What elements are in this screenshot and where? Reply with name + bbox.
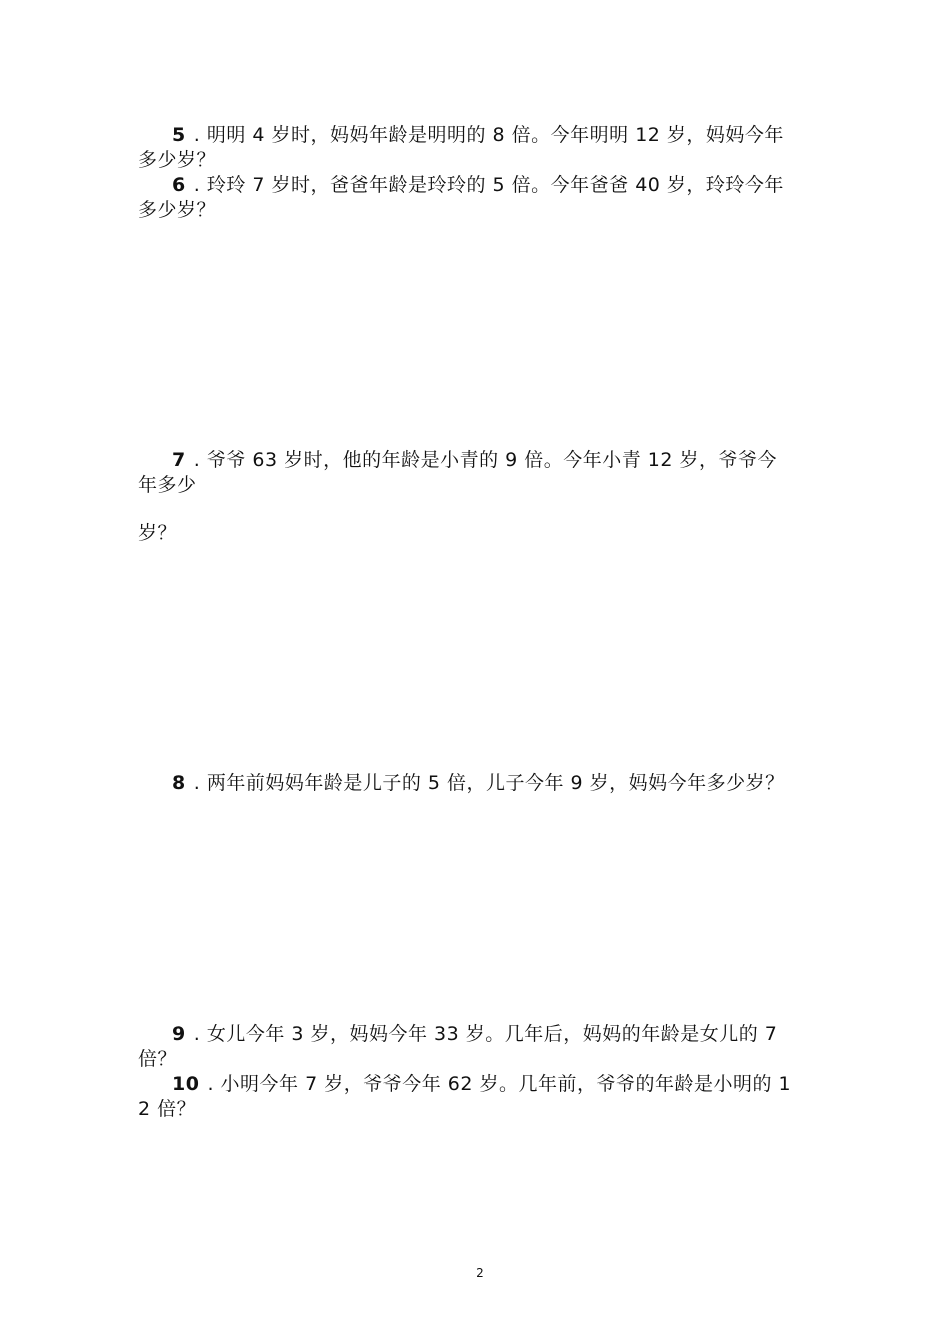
question-text: . 两年前妈妈年龄是儿子的 5 倍，儿子今年 9 岁，妈妈今年多少岁？ <box>193 772 785 794</box>
question-9-line-1 <box>172 1022 777 1046</box>
question-10-line-2: 2 倍？ <box>138 1098 197 1120</box>
question-6-line-1 <box>172 173 784 197</box>
question-text: . 明明 4 岁时，妈妈年龄是明明的 8 倍。今年明明 12 岁，妈妈今年 <box>193 124 784 146</box>
question-text: . 爷爷 63 岁时，他的年龄是小青的 9 倍。今年小青 12 岁，爷爷今 <box>193 449 777 471</box>
question-number: 10 <box>172 1073 200 1095</box>
question-number: 7 <box>172 449 186 471</box>
page-number: 2 <box>476 1266 484 1280</box>
question-7-line-1 <box>172 448 777 472</box>
question-number: 9 <box>172 1023 186 1045</box>
question-7-line-2: 年多少 <box>138 474 197 496</box>
question-6-line-2: 多少岁？ <box>138 199 217 221</box>
question-8-line-1 <box>172 771 785 795</box>
question-number: 5 <box>172 124 186 146</box>
question-10-line-1 <box>172 1072 791 1096</box>
question-text: . 玲玲 7 岁时，爸爸年龄是玲玲的 5 倍。今年爸爸 40 岁，玲玲今年 <box>193 174 784 196</box>
question-text: . 小明今年 7 岁，爷爷今年 62 岁。几年前，爷爷的年龄是小明的 1 <box>207 1073 792 1095</box>
question-text: . 女儿今年 3 岁，妈妈今年 33 岁。几年后，妈妈的年龄是女儿的 7 <box>193 1023 778 1045</box>
question-9-line-2: 倍？ <box>138 1048 178 1070</box>
question-7-line-3: 岁？ <box>138 522 178 544</box>
question-5-line-1 <box>172 123 784 147</box>
question-number: 6 <box>172 174 186 196</box>
question-number: 8 <box>172 772 186 794</box>
question-5-line-2: 多少岁？ <box>138 149 217 171</box>
